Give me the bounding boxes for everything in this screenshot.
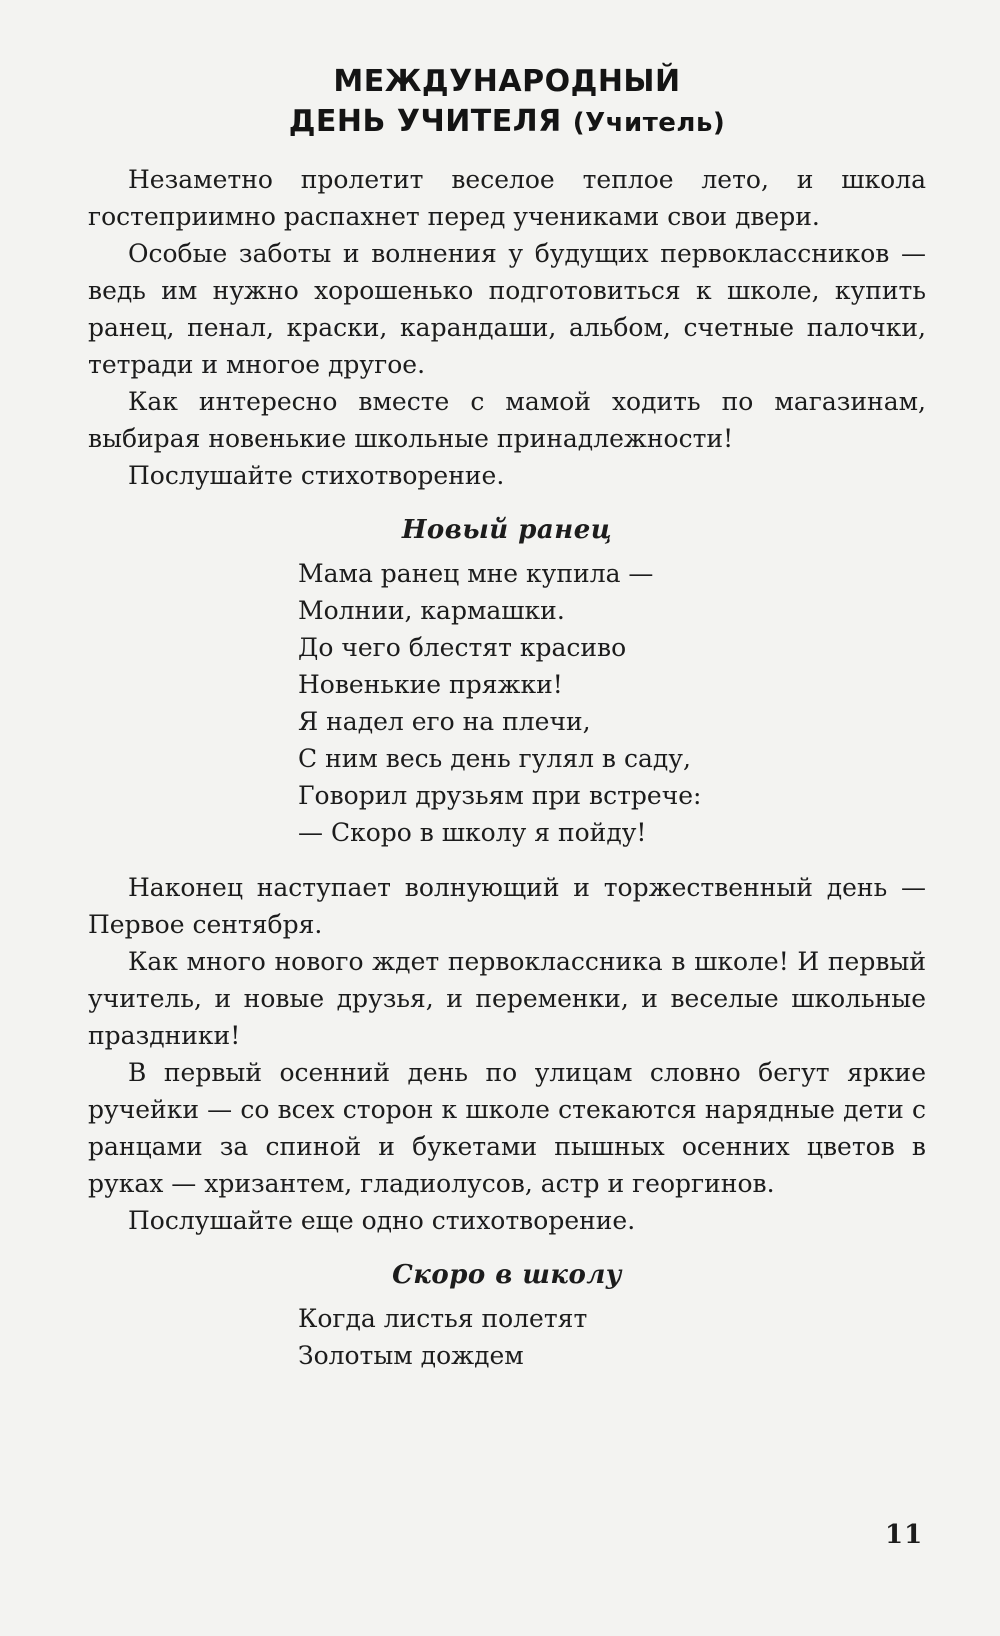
poem-line: Я надел его на плечи, [298, 707, 591, 736]
poem-line: Говорил друзьям при встрече: [298, 781, 702, 810]
poem-title: Новый ранец [401, 515, 613, 545]
poem-line: Мама ранец мне купила — [298, 559, 654, 588]
paragraph: Как много нового ждет первоклассника в школе! И первый учитель, и новые друзья, и переменки, и веселые школьные праздники! [88, 947, 926, 1050]
paragraph: В первый осенний день по улицам словно бегут яркие ручейки — со всех сторон к школе стекаются нарядные дети с ранцами за спиной и букетами пышных осенних цветов в руках — хризантем, гладиолусов, астр и георгинов. [88, 1058, 926, 1198]
heading-subtitle: (Учитель) [572, 108, 726, 138]
paragraph: Послушайте еще одно стихотворение. [128, 1206, 636, 1235]
poem-title: Скоро в школу [392, 1260, 622, 1290]
paragraph: Незаметно пролетит веселое теплое лето, и школа гостеприимно распахнет перед учениками свои двери. [88, 165, 926, 231]
paragraph: Особые заботы и волнения у будущих первоклассников — ведь им нужно хорошенько подготовиться к школе, купить ранец, пенал, краски, карандаши, альбом, счетные палочки, тетради и многое другое. [88, 239, 926, 379]
poem-line: Когда листья полетят [298, 1304, 588, 1333]
poem [298, 555, 926, 851]
poem-line: С ним весь день гулял в саду, [298, 744, 691, 773]
paragraph: Послушайте стихотворение. [128, 461, 505, 490]
heading-line-2 [88, 102, 926, 143]
page-number: 11 [885, 1520, 924, 1550]
paragraph: Как интересно вместе с мамой ходить по магазинам, выбирая новенькие школьные принадлежности! [88, 387, 926, 453]
poem-line: Золотым дождем [298, 1341, 524, 1370]
poem-line: — Скоро в школу я пойду! [298, 818, 647, 847]
chapter-heading [88, 62, 926, 143]
heading-main: ДЕНЬ УЧИТЕЛЯ [288, 104, 562, 139]
page-content [88, 62, 926, 1392]
poem-line: Новенькие пряжки! [298, 670, 563, 699]
poem [298, 1300, 926, 1374]
paragraph: Наконец наступает волнующий и торжественный день — Первое сентября. [88, 873, 926, 939]
poem-line: Молнии, кармашки. [298, 596, 565, 625]
poem-line: До чего блестят красиво [298, 633, 627, 662]
heading-line-1: МЕЖДУНАРОДНЫЙ [333, 64, 681, 99]
